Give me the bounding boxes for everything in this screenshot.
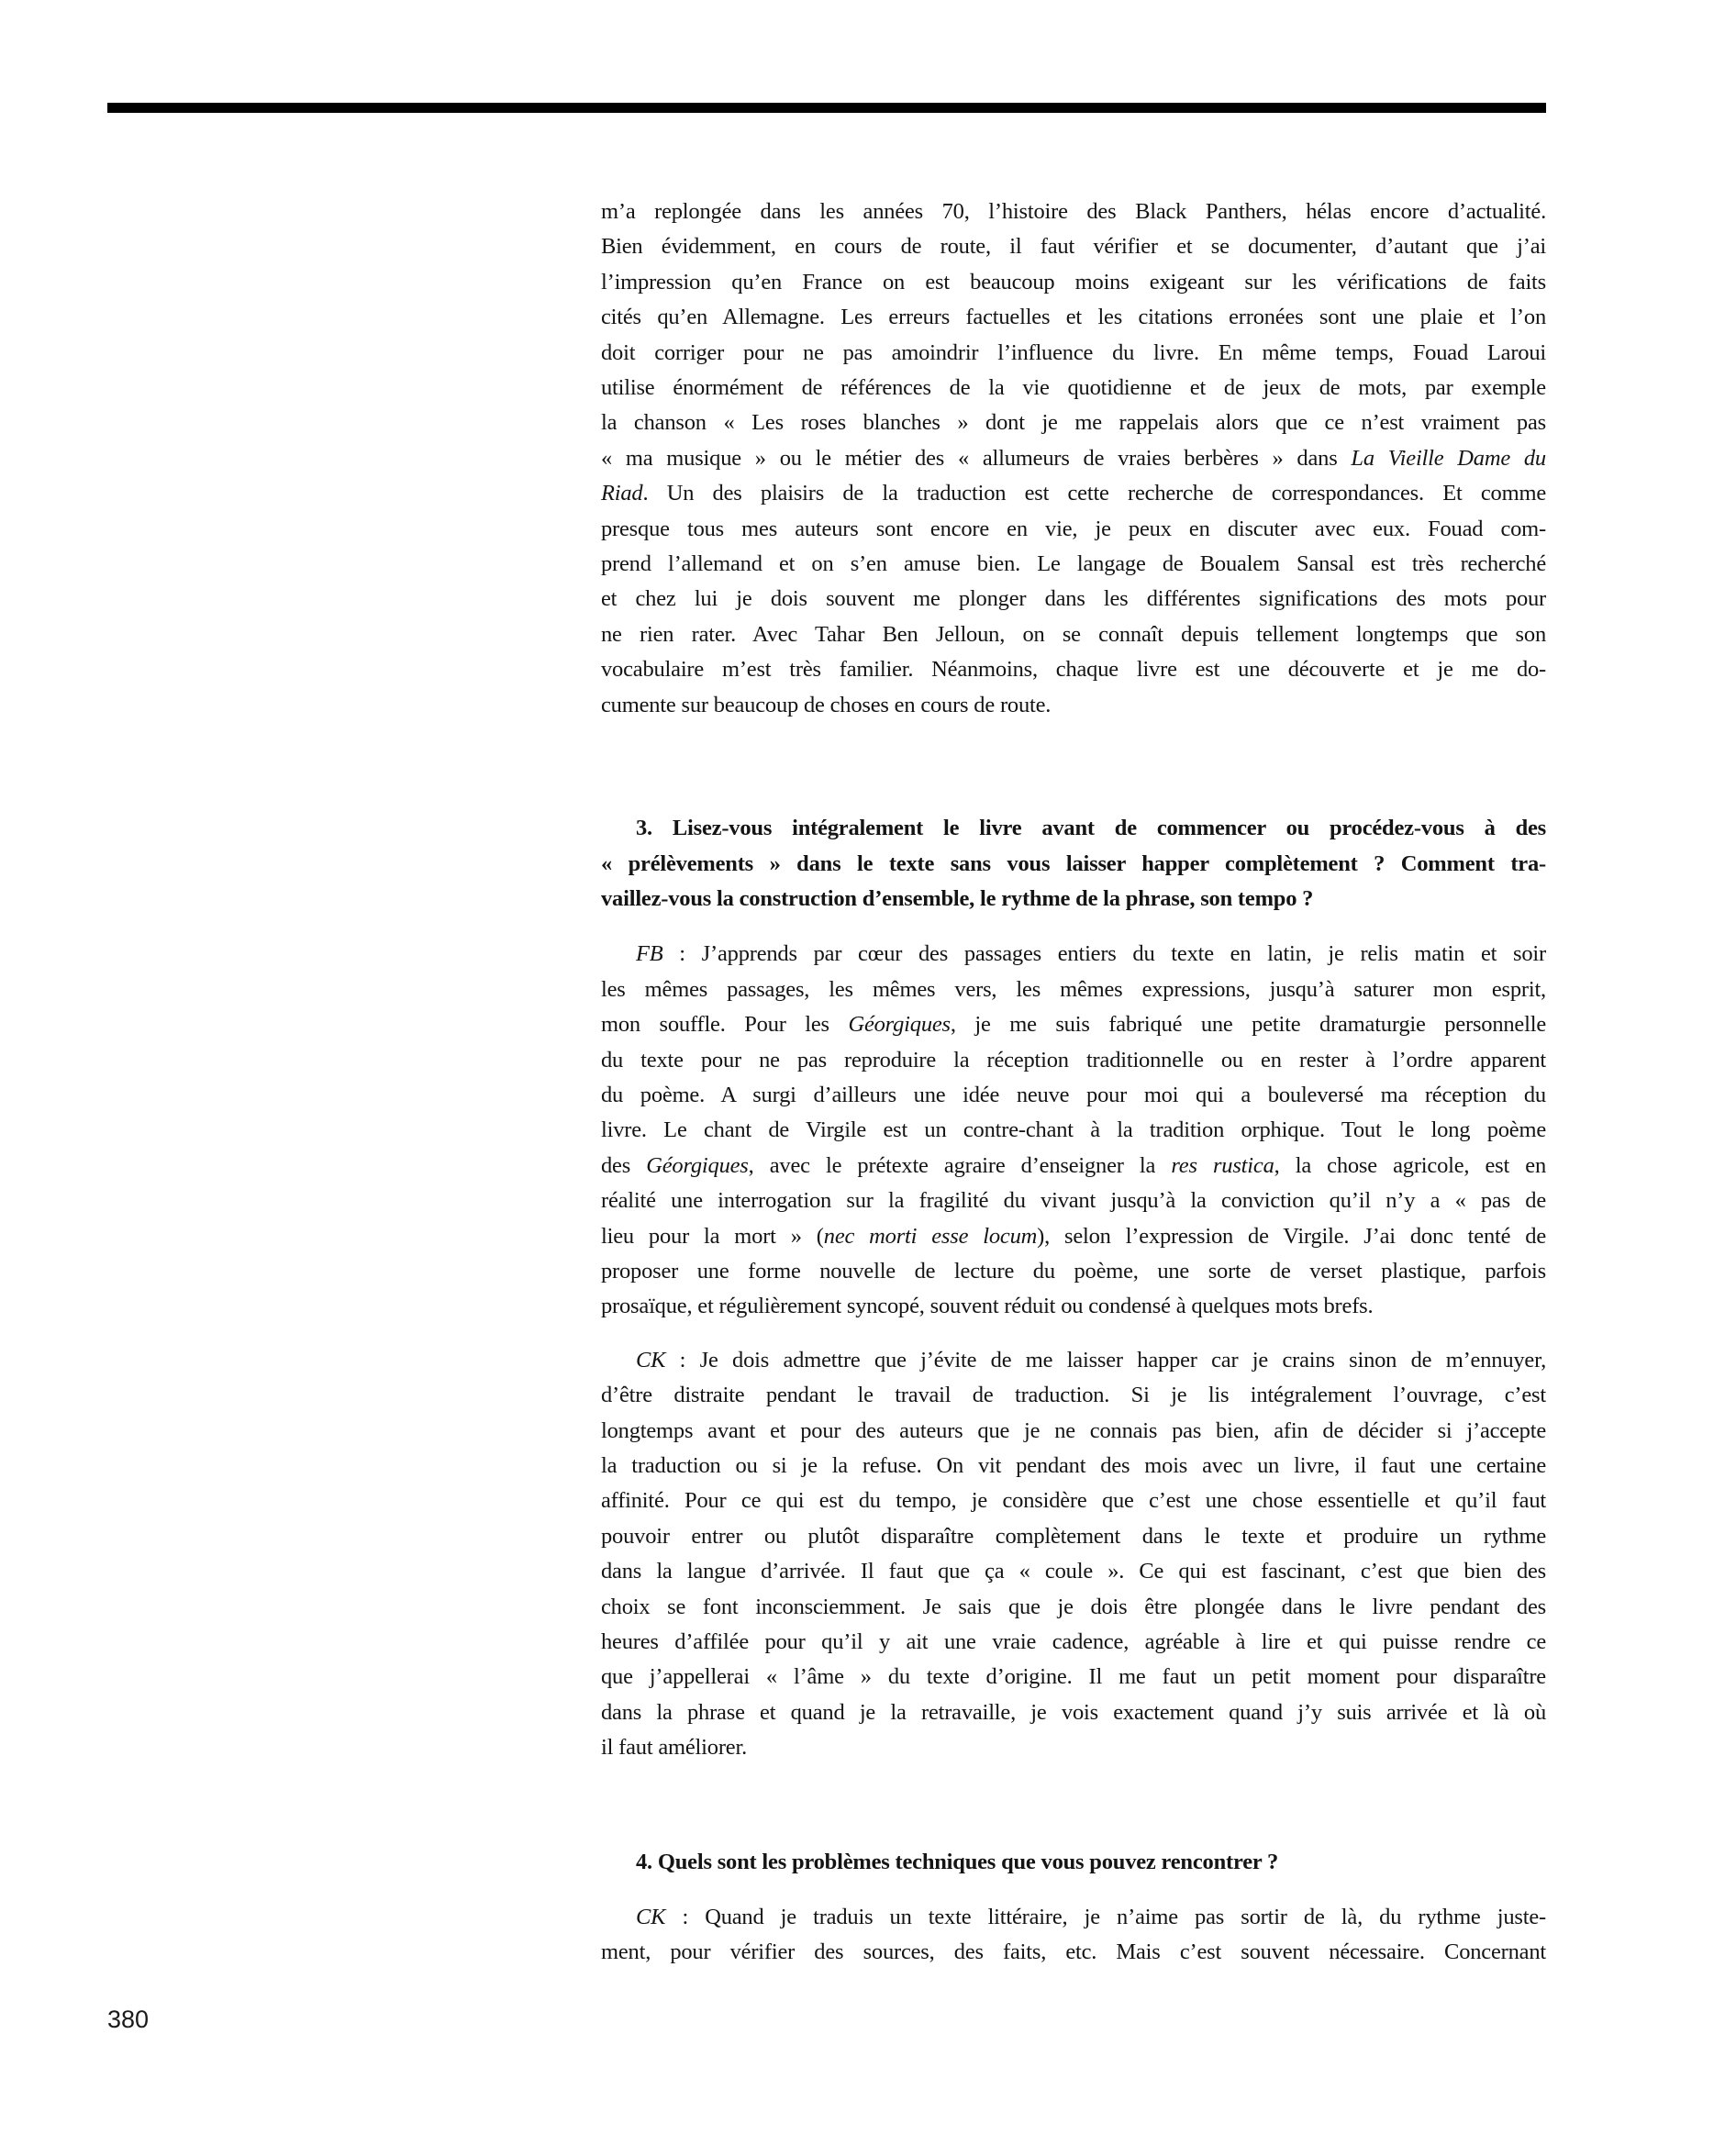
text-segment: proposer une forme nouvelle de lecture du poème, une sorte de verset plastique, parfois [601, 1258, 1546, 1284]
italic-text-segment: res rustica [1171, 1152, 1274, 1178]
text-segment: 3. Lisez-vous intégralement le livre avant de commencer ou procédez-vous à des [636, 816, 1546, 841]
text-line [601, 476, 1546, 511]
text-line [601, 1149, 1546, 1184]
italic-text-segment: Riad [601, 481, 643, 506]
text-line [601, 1219, 1546, 1254]
text-segment: , avec le prétexte agraire d’enseigner la [748, 1152, 1172, 1178]
text-line [601, 882, 1546, 917]
italic-text-segment: FB [636, 941, 663, 967]
text-line [601, 1254, 1546, 1289]
text-segment: « ma musique » ou le métier des « allumeurs de vraies berbères » dans [601, 445, 1352, 471]
text-segment: pouvoir entrer ou plutôt disparaître complètement dans le texte et produire un rythme [601, 1523, 1546, 1549]
text-line [601, 688, 1546, 723]
text-segment: la traduction ou si je la refuse. On vit pendant des mois avec un livre, il faut une certaine [601, 1453, 1546, 1478]
text-line [601, 1730, 1546, 1765]
text-segment: ment, pour vérifier des sources, des faits, etc. Mais c’est souvent nécessaire. Concernant [601, 1939, 1546, 1965]
text-line [601, 1007, 1546, 1042]
text-line [601, 1660, 1546, 1695]
text-line [601, 1343, 1546, 1378]
text-segment: « prélèvements » dans le texte sans vous laisser happer complètement ? Comment tra- [601, 850, 1546, 876]
ck-answer-paragraph [601, 1343, 1546, 1766]
text-line [601, 336, 1546, 371]
text-segment: des [601, 1152, 647, 1178]
paragraph-continuation [601, 194, 1546, 723]
text-segment: dans la phrase et quand je la retravaille, je vois exactement quand j’y suis arrivée et là où [601, 1699, 1546, 1725]
text-segment: la chanson « Les roses blanches » dont je me rappelais alors que ce n’est vraiment pas [601, 410, 1546, 436]
text-line [601, 441, 1546, 476]
text-line [601, 1449, 1546, 1484]
question-3-heading [601, 811, 1546, 917]
fb-answer-paragraph [601, 937, 1546, 1324]
italic-text-segment: Géorgiques [848, 1012, 951, 1038]
page-number: 380 [107, 2006, 150, 2033]
text-line [601, 1625, 1546, 1660]
ck-answer-2-paragraph [601, 1900, 1546, 1971]
text-line [601, 1484, 1546, 1518]
text-segment: du texte pour ne pas reproduire la réception traditionnelle ou en rester à l’ordre apparent [601, 1047, 1546, 1072]
text-segment: 4. Quels sont les problèmes techniques que vous pouvez rencontrer ? [636, 1849, 1279, 1874]
text-line [601, 547, 1546, 582]
text-line [601, 1289, 1546, 1324]
italic-text-segment: CK [636, 1347, 666, 1373]
text-segment: heures d’affilée pour qu’il y ait une vraie cadence, agréable à lire et qui puisse rendre ce [601, 1629, 1546, 1655]
italic-text-segment: CK [636, 1905, 666, 1930]
text-segment: ), selon l’expression de Virgile. J’ai donc tenté de [1037, 1223, 1547, 1249]
text-line [601, 229, 1546, 264]
text-segment: du poème. A surgi d’ailleurs une idée neuve pour moi qui a bouleversé ma réception du [601, 1082, 1546, 1107]
text-segment: utilise énormément de références de la vie quotidienne et de jeux de mots, par exemple [601, 375, 1546, 401]
text-segment: Bien évidemment, en cours de route, il faut vérifier et se documenter, d’autant que j’ai [601, 234, 1546, 260]
text-segment: longtemps avant et pour des auteurs que je ne connais pas bien, afin de décider si j’accepte [601, 1417, 1546, 1443]
text-line [601, 265, 1546, 300]
question-4-heading [601, 1845, 1546, 1880]
text-segment: vocabulaire m’est très familier. Néanmoins, chaque livre est une découverte et je me do- [601, 657, 1546, 683]
text-line [601, 1378, 1546, 1413]
text-line [601, 1414, 1546, 1449]
text-segment: : Quand je traduis un texte littéraire, je n’aime pas sortir de là, du rythme juste- [665, 1905, 1546, 1930]
text-line [601, 1935, 1546, 1970]
text-segment: réalité une interrogation sur la fragilité du vivant jusqu’à la conviction qu’il n’y a « pas de [601, 1188, 1546, 1214]
text-column [601, 194, 1546, 1971]
text-segment: vaillez-vous la construction d’ensemble, le rythme de la phrase, son tempo ? [601, 885, 1314, 911]
text-segment: choix se font inconsciemment. Je sais que je dois être plongée dans le livre pendant des [601, 1594, 1546, 1619]
text-segment: : Je dois admettre que j’évite de me laisser happer car je crains sinon de m’ennuyer, [665, 1347, 1546, 1373]
italic-text-segment: nec morti esse locum [823, 1223, 1038, 1249]
text-segment: les mêmes passages, les mêmes vers, les mêmes expressions, jusqu’à saturer mon esprit, [601, 976, 1546, 1002]
italic-text-segment: Géorgiques [646, 1152, 749, 1178]
text-line [601, 194, 1546, 229]
text-segment: d’être distraite pendant le travail de traduction. Si je lis intégralement l’ouvrage, c’est [601, 1383, 1546, 1408]
text-line [601, 1900, 1546, 1935]
text-segment: prosaïque, et régulièrement syncopé, souvent réduit ou condensé à quelques mots brefs. [601, 1294, 1374, 1319]
italic-text-segment: La Vieille Dame du [1351, 445, 1546, 471]
text-line [601, 972, 1546, 1007]
text-line [601, 847, 1546, 882]
text-segment: . Un des plaisirs de la traduction est cette recherche de correspondances. Et comme [642, 481, 1546, 506]
text-line [601, 1554, 1546, 1589]
text-line [601, 512, 1546, 547]
text-line [601, 937, 1546, 972]
text-segment: ne rien rater. Avec Tahar Ben Jelloun, on se connaît depuis tellement longtemps que son [601, 621, 1546, 647]
text-segment: cumente sur beaucoup de choses en cours de route. [601, 692, 1052, 717]
text-line [601, 811, 1546, 846]
text-line [601, 1184, 1546, 1218]
text-line [601, 1590, 1546, 1625]
text-line [601, 1519, 1546, 1554]
text-segment: et chez lui je dois souvent me plonger dans les différentes significations des mots pour [601, 586, 1546, 612]
text-segment: m’a replongée dans les années 70, l’histoire des Black Panthers, hélas encore d’actualité. [601, 199, 1546, 224]
text-segment: , la chose agricole, est en [1274, 1152, 1546, 1178]
text-line [601, 652, 1546, 687]
text-segment: cités qu’en Allemagne. Les erreurs factuelles et les citations erronées sont une plaie et l’on [601, 305, 1546, 330]
text-line [601, 1078, 1546, 1113]
text-segment: prend l’allemand et on s’en amuse bien. Le langage de Boualem Sansal est très recherché [601, 551, 1546, 577]
text-line [601, 617, 1546, 652]
text-segment: , je me suis fabriqué une petite dramaturgie personnelle [950, 1012, 1546, 1038]
text-segment: l’impression qu’en France on est beaucoup moins exigeant sur les vérifications de faits [601, 269, 1546, 295]
text-line [601, 1043, 1546, 1078]
text-line [601, 406, 1546, 440]
text-segment: lieu pour la mort » ( [601, 1223, 824, 1249]
text-segment: : J’apprends par cœur des passages entiers du texte en latin, je relis matin et soir [662, 941, 1546, 967]
text-segment: dans la langue d’arrivée. Il faut que ça « coule ». Ce qui est fascinant, c’est que bien des [601, 1559, 1546, 1584]
text-line [601, 1113, 1546, 1148]
text-segment: affinité. Pour ce qui est du tempo, je considère que c’est une chose essentielle et qu’il faut [601, 1488, 1546, 1514]
text-segment: presque tous mes auteurs sont encore en vie, je peux en discuter avec eux. Fouad com- [601, 516, 1546, 541]
text-segment: mon souffle. Pour les [601, 1012, 849, 1038]
text-segment: que j’appellerai « l’âme » du texte d’origine. Il me faut un petit moment pour disparaître [601, 1664, 1546, 1690]
text-line [601, 300, 1546, 335]
text-segment: il faut améliorer. [601, 1735, 747, 1761]
text-line [601, 582, 1546, 617]
text-line [601, 1695, 1546, 1730]
text-segment: doit corriger pour ne pas amoindrir l’influence du livre. En même temps, Fouad Laroui [601, 339, 1546, 365]
header-rule [107, 103, 1546, 113]
text-line [601, 1845, 1546, 1880]
text-segment: livre. Le chant de Virgile est un contre-chant à la tradition orphique. Tout le long poème [601, 1117, 1546, 1143]
text-line [601, 371, 1546, 406]
